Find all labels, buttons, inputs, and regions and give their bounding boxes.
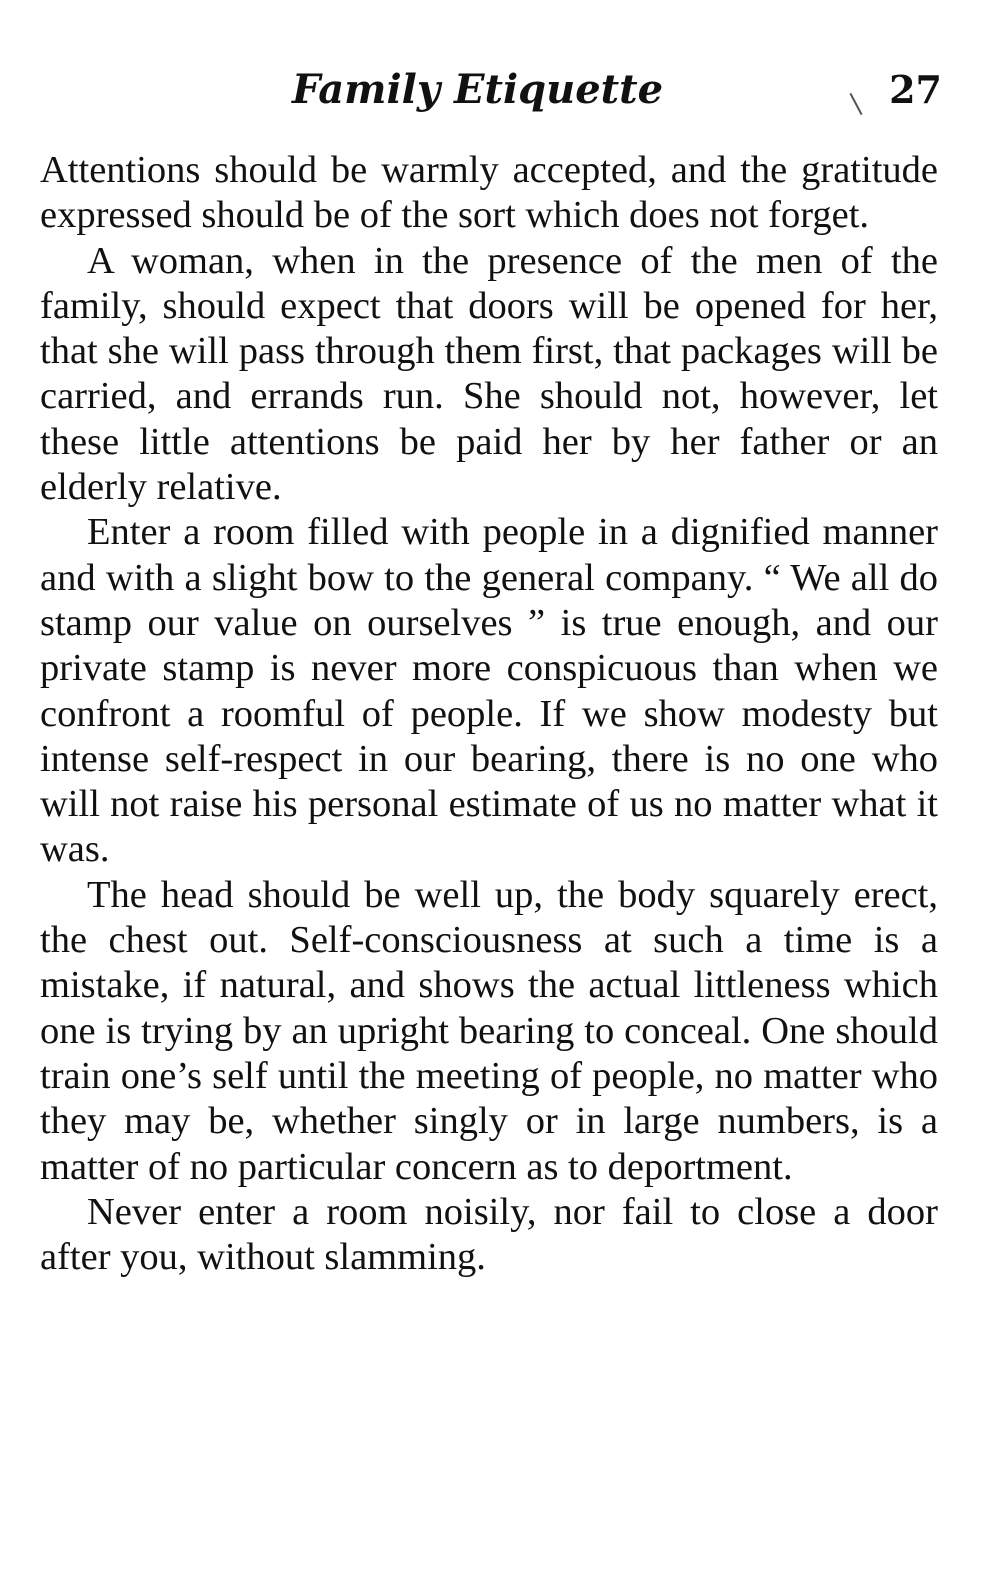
paragraph-3: Enter a room filled with people in a dignified manner and with a slight bow to the general company. “ We all do stamp our value on ourselves ” is true enough, and our private stamp is never more conspicuous than when we confront a roomful of people. If we show modesty but intense self-respect in our bearing, there is no one who will not raise his personal estimate of us no matter what it was. <box>40 511 938 871</box>
paragraph-5: Never enter a room noisily, nor fail to close a door after you, without slamming. <box>40 1190 938 1279</box>
running-title: Family Etiquette <box>292 66 664 113</box>
paragraph-2: A woman, when in the presence of the men of the family, should expect that doors will be opened for her, that she will pass through them first, that packages will be carried, and errands run. She should not, however, let these little attentions be paid her by her father or an elderly relative. <box>40 239 938 509</box>
body-text <box>40 148 938 1280</box>
paragraph-1: Attentions should be warmly accepted, and the gratitude expressed should be of the sort which does not forget. <box>40 149 938 237</box>
print-mark <box>849 93 862 115</box>
paragraph-4: The head should be well up, the body squarely erect, the chest out. Self-consciousness at such a time is a mistake, if natural, and shows the actual littleness which one is trying by an upright bearing to conceal. One should train one’s self until the meeting of people, no matter who they may be, whether singly or in large numbers, is a matter of no particular concern as to deportment. <box>40 873 938 1188</box>
running-head <box>40 62 942 118</box>
page-number: 27 <box>889 67 942 112</box>
